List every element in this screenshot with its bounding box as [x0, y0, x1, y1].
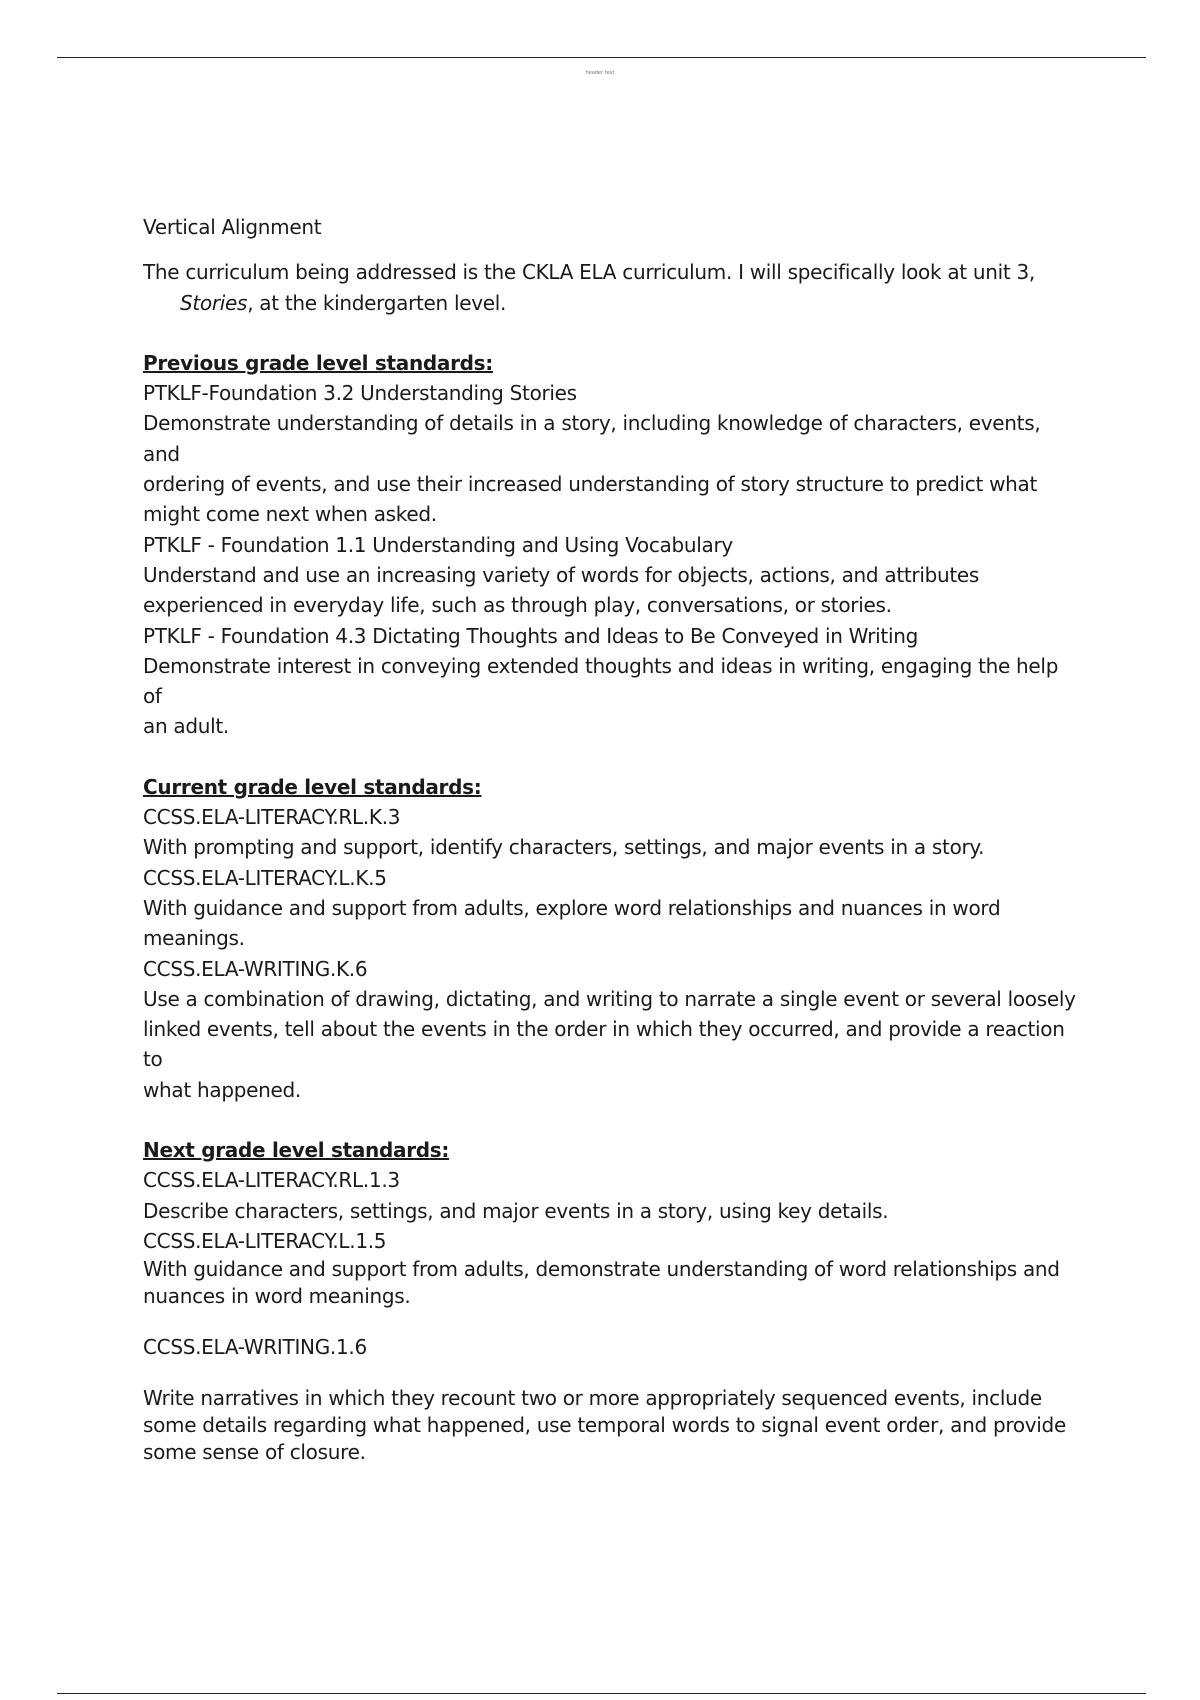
standard-text: With guidance and support from adults, explore word relationships and nuances in word: [143, 895, 1001, 920]
standard-text: some sense of closure.: [143, 1439, 366, 1464]
standard-text: experienced in everyday life, such as through play, conversations, or stories.: [143, 593, 892, 618]
intro-line-1: The curriculum being addressed is the CKLA ELA curriculum. I will specifically look at unit 3,: [143, 260, 1035, 285]
standard-text: meanings.: [143, 926, 245, 951]
standard-code: CCSS.ELA-WRITING.K.6: [143, 956, 368, 981]
standard-text: Understand and use an increasing variety of words for objects, actions, and attributes: [143, 562, 980, 587]
standard-code: CCSS.ELA-LITERACY.RL.1.3: [143, 1168, 400, 1193]
standard-text: Demonstrate interest in conveying extended thoughts and ideas in writing, engaging the help of: [143, 653, 1059, 709]
header-mark: header text: [585, 70, 615, 76]
standard-text: ordering of events, and use their increased understanding of story structure to predict what: [143, 472, 1038, 497]
standard-text: With prompting and support, identify characters, settings, and major events in a story.: [143, 835, 985, 860]
document-body: [143, 212, 1078, 1466]
section-heading: Current grade level standards:: [143, 774, 482, 799]
standard-text: Write narratives in which they recount two or more appropriately sequenced events, include: [143, 1385, 1042, 1410]
footer-rule: [57, 1693, 1146, 1694]
standard-text: some details regarding what happened, use temporal words to signal event order, and provide: [143, 1412, 1066, 1437]
section-heading: Next grade level standards:: [143, 1138, 450, 1163]
standard-text: Describe characters, settings, and major events in a story, using key details.: [143, 1198, 889, 1223]
next-grade-section: [143, 1135, 1078, 1465]
current-grade-section: [143, 772, 1078, 1105]
unit-name: Stories: [180, 290, 248, 315]
standard-code: CCSS.ELA-LITERACY.L.1.5: [143, 1228, 387, 1253]
intro-line-2: [143, 288, 1078, 318]
previous-grade-section: [143, 348, 1078, 742]
standard-code: PTKLF - Foundation 4.3 Dictating Thoughts and Ideas to Be Conveyed in Writing: [143, 623, 918, 648]
standard-text: might come next when asked.: [143, 502, 437, 527]
standard-code: CCSS.ELA-LITERACY.L.K.5: [143, 865, 387, 890]
standard-text: an adult.: [143, 714, 229, 739]
standard-code: CCSS.ELA-LITERACY.RL.K.3: [143, 805, 401, 830]
section-heading: Previous grade level standards:: [143, 350, 493, 375]
header-rule: [57, 57, 1146, 58]
standard-code: PTKLF-Foundation 3.2 Understanding Stories: [143, 381, 577, 406]
standard-text: With guidance and support from adults, demonstrate understanding of word relationships and: [143, 1257, 1060, 1282]
standard-text: nuances in word meanings.: [143, 1284, 411, 1309]
standard-text: Use a combination of drawing, dictating, and writing to narrate a single event or several loosely: [143, 986, 1076, 1011]
standard-code: CCSS.ELA-WRITING.1.6: [143, 1335, 367, 1360]
standard-code: PTKLF - Foundation 1.1 Understanding and Using Vocabulary: [143, 532, 733, 557]
intro-line-2-rest: , at the kindergarten level.: [247, 290, 507, 315]
standard-text: Demonstrate understanding of details in a story, including knowledge of characters, events, and: [143, 411, 1041, 466]
standard-text: what happened.: [143, 1077, 301, 1102]
document-title: Vertical Alignment: [143, 215, 322, 239]
standard-text: linked events, tell about the events in the order in which they occurred, and provide a reaction to: [143, 1017, 1065, 1072]
